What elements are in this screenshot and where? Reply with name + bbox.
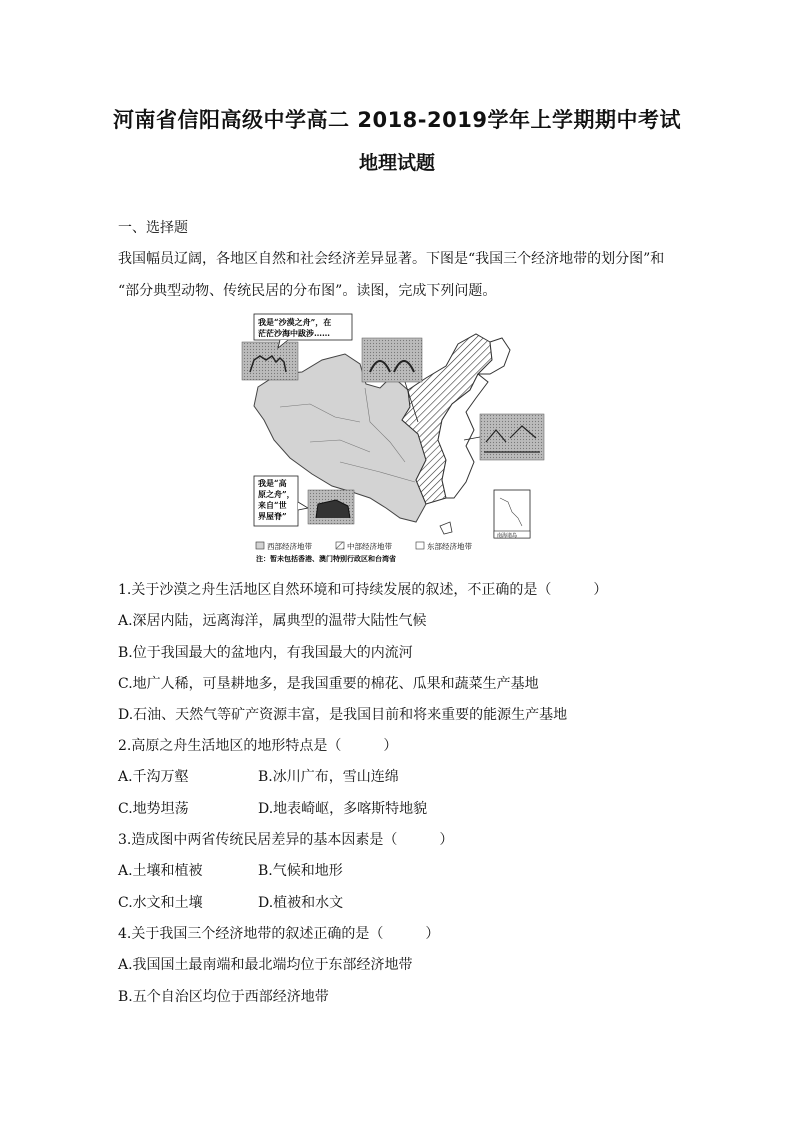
question-2-option-d[interactable]: D.地表崎岖，多喀斯特地貌 (258, 801, 428, 817)
intro-line-2: “部分典型动物、传统民居的分布图”。读图，完成下列问题。 (118, 283, 497, 299)
question-1-option-c[interactable]: C.地广人稀，可垦耕地多，是我国重要的棉花、瓜果和蔬菜生产基地 (118, 676, 539, 692)
figure-note: 注：暂未包括香港、澳门特别行政区和台湾省 (256, 554, 396, 563)
question-2-option-b[interactable]: B.冰川广布，雪山连绵 (258, 769, 399, 785)
camel-bubble-line-1: 我是“沙漠之舟”，在 (258, 317, 332, 327)
question-2-option-c[interactable]: C.地势坦荡 (118, 801, 189, 817)
question-1-option-a[interactable]: A.深居内陆，远离海洋，属典型的温带大陆性气候 (118, 613, 427, 629)
yak-bubble-line-2: 原之舟”， (258, 489, 295, 499)
legend-swatch-east (416, 542, 424, 549)
question-4-option-b[interactable]: B.五个自治区均位于西部经济地带 (118, 989, 329, 1005)
document-subtitle: 地理试题 (358, 152, 435, 174)
cave-dwelling-photo (362, 338, 422, 382)
economic-zones-map-figure (240, 312, 550, 564)
question-4-stem: 4.关于我国三个经济地带的叙述正确的是（ ） (118, 926, 440, 942)
legend-east: 东部经济地带 (427, 542, 472, 551)
camel-photo (242, 342, 298, 380)
question-3-stem: 3.造成图中两省传统民居差异的基本因素是（ ） (118, 832, 454, 848)
section-heading: 一、选择题 (118, 220, 188, 236)
question-1-stem: 1.关于沙漠之舟生活地区自然环境和可持续发展的叙述，不正确的是（ ） (118, 582, 608, 598)
question-3-option-d[interactable]: D.植被和水文 (258, 895, 344, 911)
question-2-option-a[interactable]: A.千沟万壑 (118, 769, 189, 785)
question-3-option-b[interactable]: B.气候和地形 (258, 863, 343, 879)
yak-bubble-line-4: 界屋脊” (258, 511, 287, 521)
camel-bubble-line-2: 茫茫沙海中跋涉…… (258, 328, 330, 338)
yak-bubble-line-1: 我是“高 (258, 478, 287, 488)
yak-bubble-line-3: 来自“世 (258, 500, 287, 510)
legend-swatch-west (256, 542, 264, 549)
question-1-option-d[interactable]: D.石油、天然气等矿产资源丰富，是我国目前和将来重要的能源生产基地 (118, 707, 568, 723)
legend-middle: 中部经济地带 (347, 542, 392, 551)
intro-line-1: 我国幅员辽阔，各地区自然和社会经济差异显著。下图是“我国三个经济地带的划分图”和 (118, 251, 665, 267)
document-title: 河南省信阳高级中学高二 2018-2019学年上学期期中考试 (113, 108, 681, 132)
question-1-option-b[interactable]: B.位于我国最大的盆地内，有我国最大的内流河 (118, 645, 413, 661)
question-4-option-a[interactable]: A.我国国土最南端和最北端均位于东部经济地带 (118, 957, 413, 973)
inset-label: 南海诸岛 (497, 533, 518, 539)
question-3-option-c[interactable]: C.水文和土壤 (118, 895, 203, 911)
legend-west: 西部经济地带 (267, 542, 312, 551)
question-2-stem: 2.高原之舟生活地区的地形特点是（ ） (118, 738, 398, 754)
legend-swatch-middle (336, 542, 344, 549)
question-3-option-a[interactable]: A.土壤和植被 (118, 863, 203, 879)
